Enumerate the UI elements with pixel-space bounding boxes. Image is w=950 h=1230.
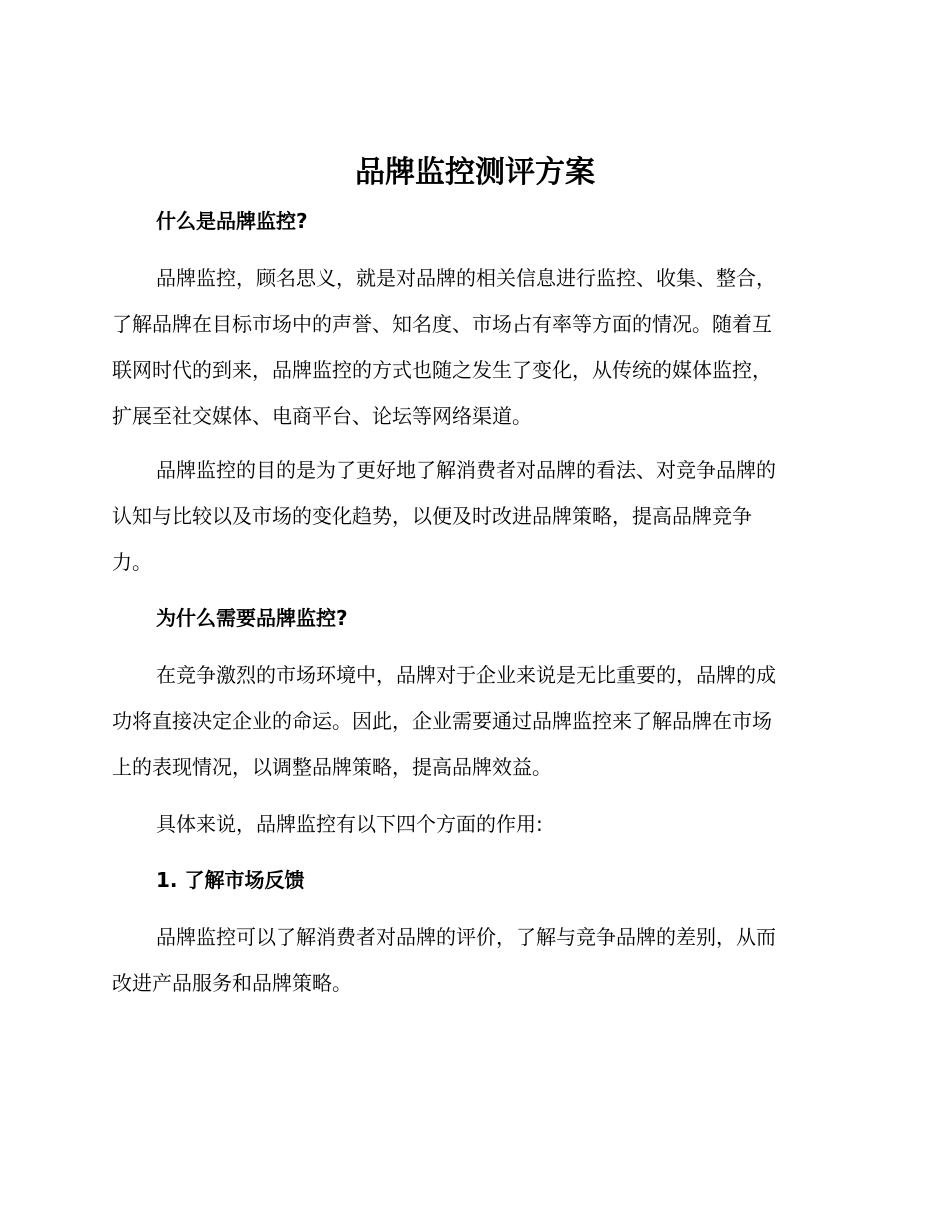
paragraph xyxy=(112,914,830,1006)
section-heading-market-feedback: 1. 了解市场反馈 xyxy=(156,868,305,892)
document-title: 品牌监控测评方案 xyxy=(355,155,595,190)
paragraph-line: 上的表现情况，以调整品牌策略，提高品牌效益。 xyxy=(112,755,552,779)
paragraph xyxy=(112,652,830,790)
paragraph-line: 品牌监控，顾名思义，就是对品牌的相关信息进行监控、收集、整合， xyxy=(156,266,776,290)
section-heading-what-is: 什么是品牌监控? xyxy=(156,209,308,233)
paragraph xyxy=(112,447,830,585)
paragraph: 具体来说，品牌监控有以下四个方面的作用: xyxy=(156,812,543,836)
paragraph-line: 改进产品服务和品牌策略。 xyxy=(112,971,352,995)
paragraph-line: 在竞争激烈的市场环境中，品牌对于企业来说是无比重要的，品牌的成 xyxy=(156,663,776,687)
section-heading-why-needed: 为什么需要品牌监控? xyxy=(156,606,348,630)
paragraph-line: 力。 xyxy=(112,550,152,574)
paragraph-line: 认知与比较以及市场的变化趋势，以便及时改进品牌策略，提高品牌竞争 xyxy=(112,504,752,528)
paragraph-line: 联网时代的到来，品牌监控的方式也随之发生了变化，从传统的媒体监控， xyxy=(112,358,772,382)
paragraph-line: 品牌监控可以了解消费者对品牌的评价，了解与竞争品牌的差别，从而 xyxy=(156,925,776,949)
paragraph xyxy=(112,255,830,439)
paragraph-line: 功将直接决定企业的命运。因此，企业需要通过品牌监控来了解品牌在市场 xyxy=(112,709,772,733)
paragraph-line: 品牌监控的目的是为了更好地了解消费者对品牌的看法、对竞争品牌的 xyxy=(156,458,776,482)
paragraph-line: 了解品牌在目标市场中的声誉、知名度、市场占有率等方面的情况。随着互 xyxy=(112,312,772,336)
paragraph-line: 扩展至社交媒体、电商平台、论坛等网络渠道。 xyxy=(112,404,532,428)
